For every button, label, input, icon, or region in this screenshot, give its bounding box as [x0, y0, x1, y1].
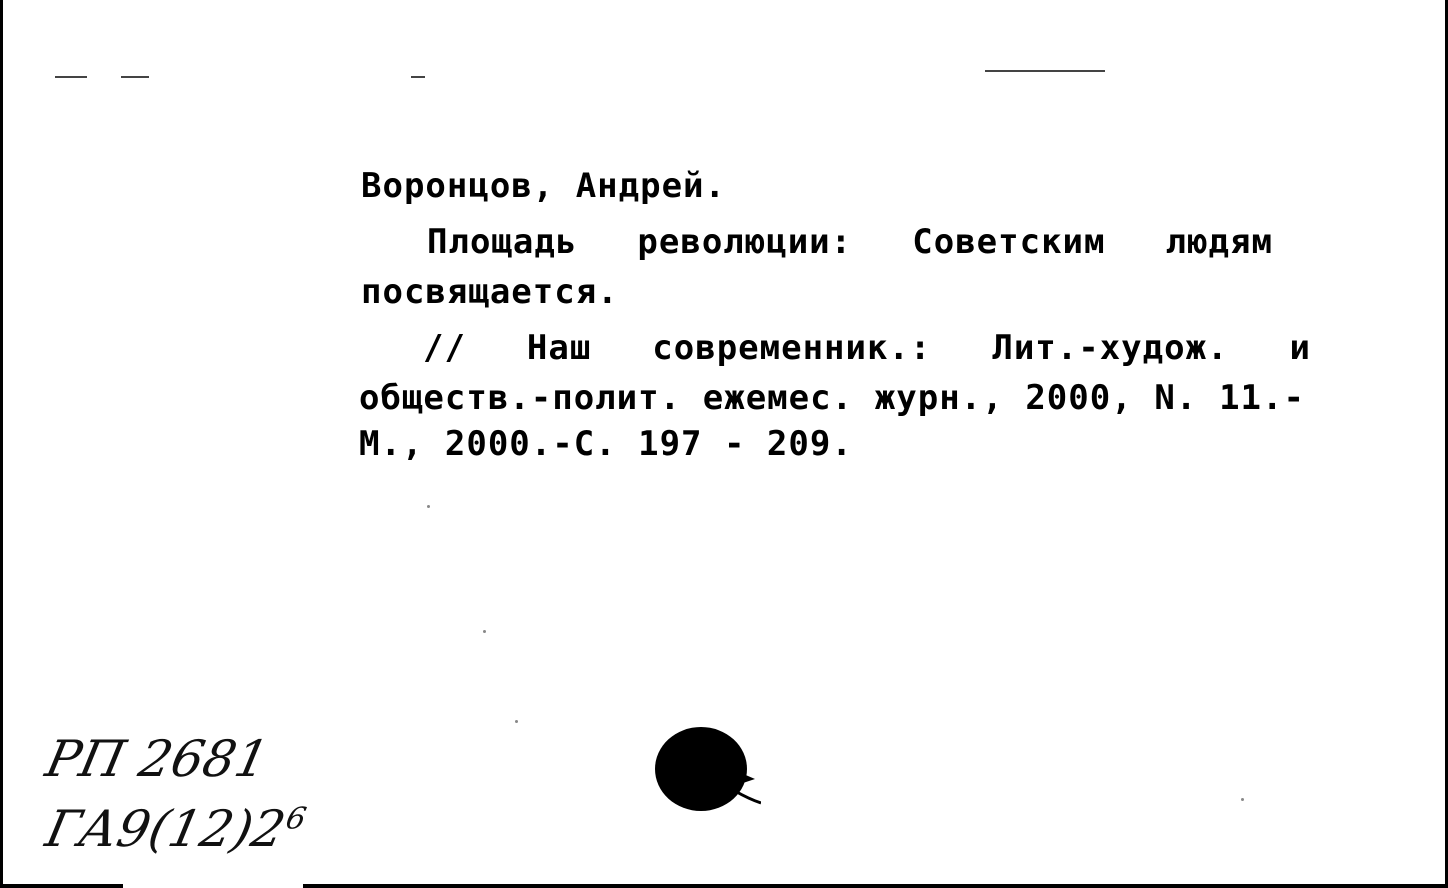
card-bottom-edge [3, 884, 123, 888]
title-line-1 [427, 222, 1273, 262]
scan-speck [515, 720, 518, 723]
shelfmark-code: ГА9(12)2 [40, 800, 291, 858]
shelfmark-line-1: РП 2681 [40, 730, 274, 788]
title-word: Советским [912, 222, 1106, 262]
card-bottom-edge [303, 884, 1445, 888]
source-word: современник.: [652, 328, 932, 368]
title-line-2: посвящается. [361, 272, 619, 312]
scan-dash [411, 76, 425, 78]
scan-speck [427, 505, 430, 508]
shelfmark-superscript: 6 [282, 801, 310, 837]
author-name: Воронцов, Андрей. [361, 166, 726, 206]
source-word: журн., [874, 378, 1004, 418]
source-word: Лит.-худож. [992, 328, 1229, 368]
title-word: революции: [637, 222, 853, 262]
source-word: Наш [526, 328, 592, 368]
source-word: обществ.-полит. [359, 378, 682, 418]
source-word: N. [1154, 378, 1198, 418]
source-line-2 [359, 378, 1305, 418]
source-word: и [1289, 328, 1311, 368]
scan-dash [985, 70, 1105, 72]
scan-dash [55, 76, 87, 78]
scan-speck [483, 630, 486, 633]
ink-blot-icon [653, 725, 761, 817]
title-word: Площадь [427, 222, 578, 262]
title-word: людям [1165, 222, 1273, 262]
source-word: ежемес. [702, 378, 854, 418]
scan-speck [1241, 798, 1244, 801]
shelfmark-line-2 [41, 800, 310, 858]
scan-dash [121, 76, 149, 78]
source-word: 11.- [1219, 378, 1305, 418]
source-line-3: М., 2000.-С. 197 - 209. [359, 424, 853, 464]
source-word: // [423, 328, 466, 368]
source-line-1 [423, 328, 1311, 368]
source-word: 2000, [1025, 378, 1133, 418]
